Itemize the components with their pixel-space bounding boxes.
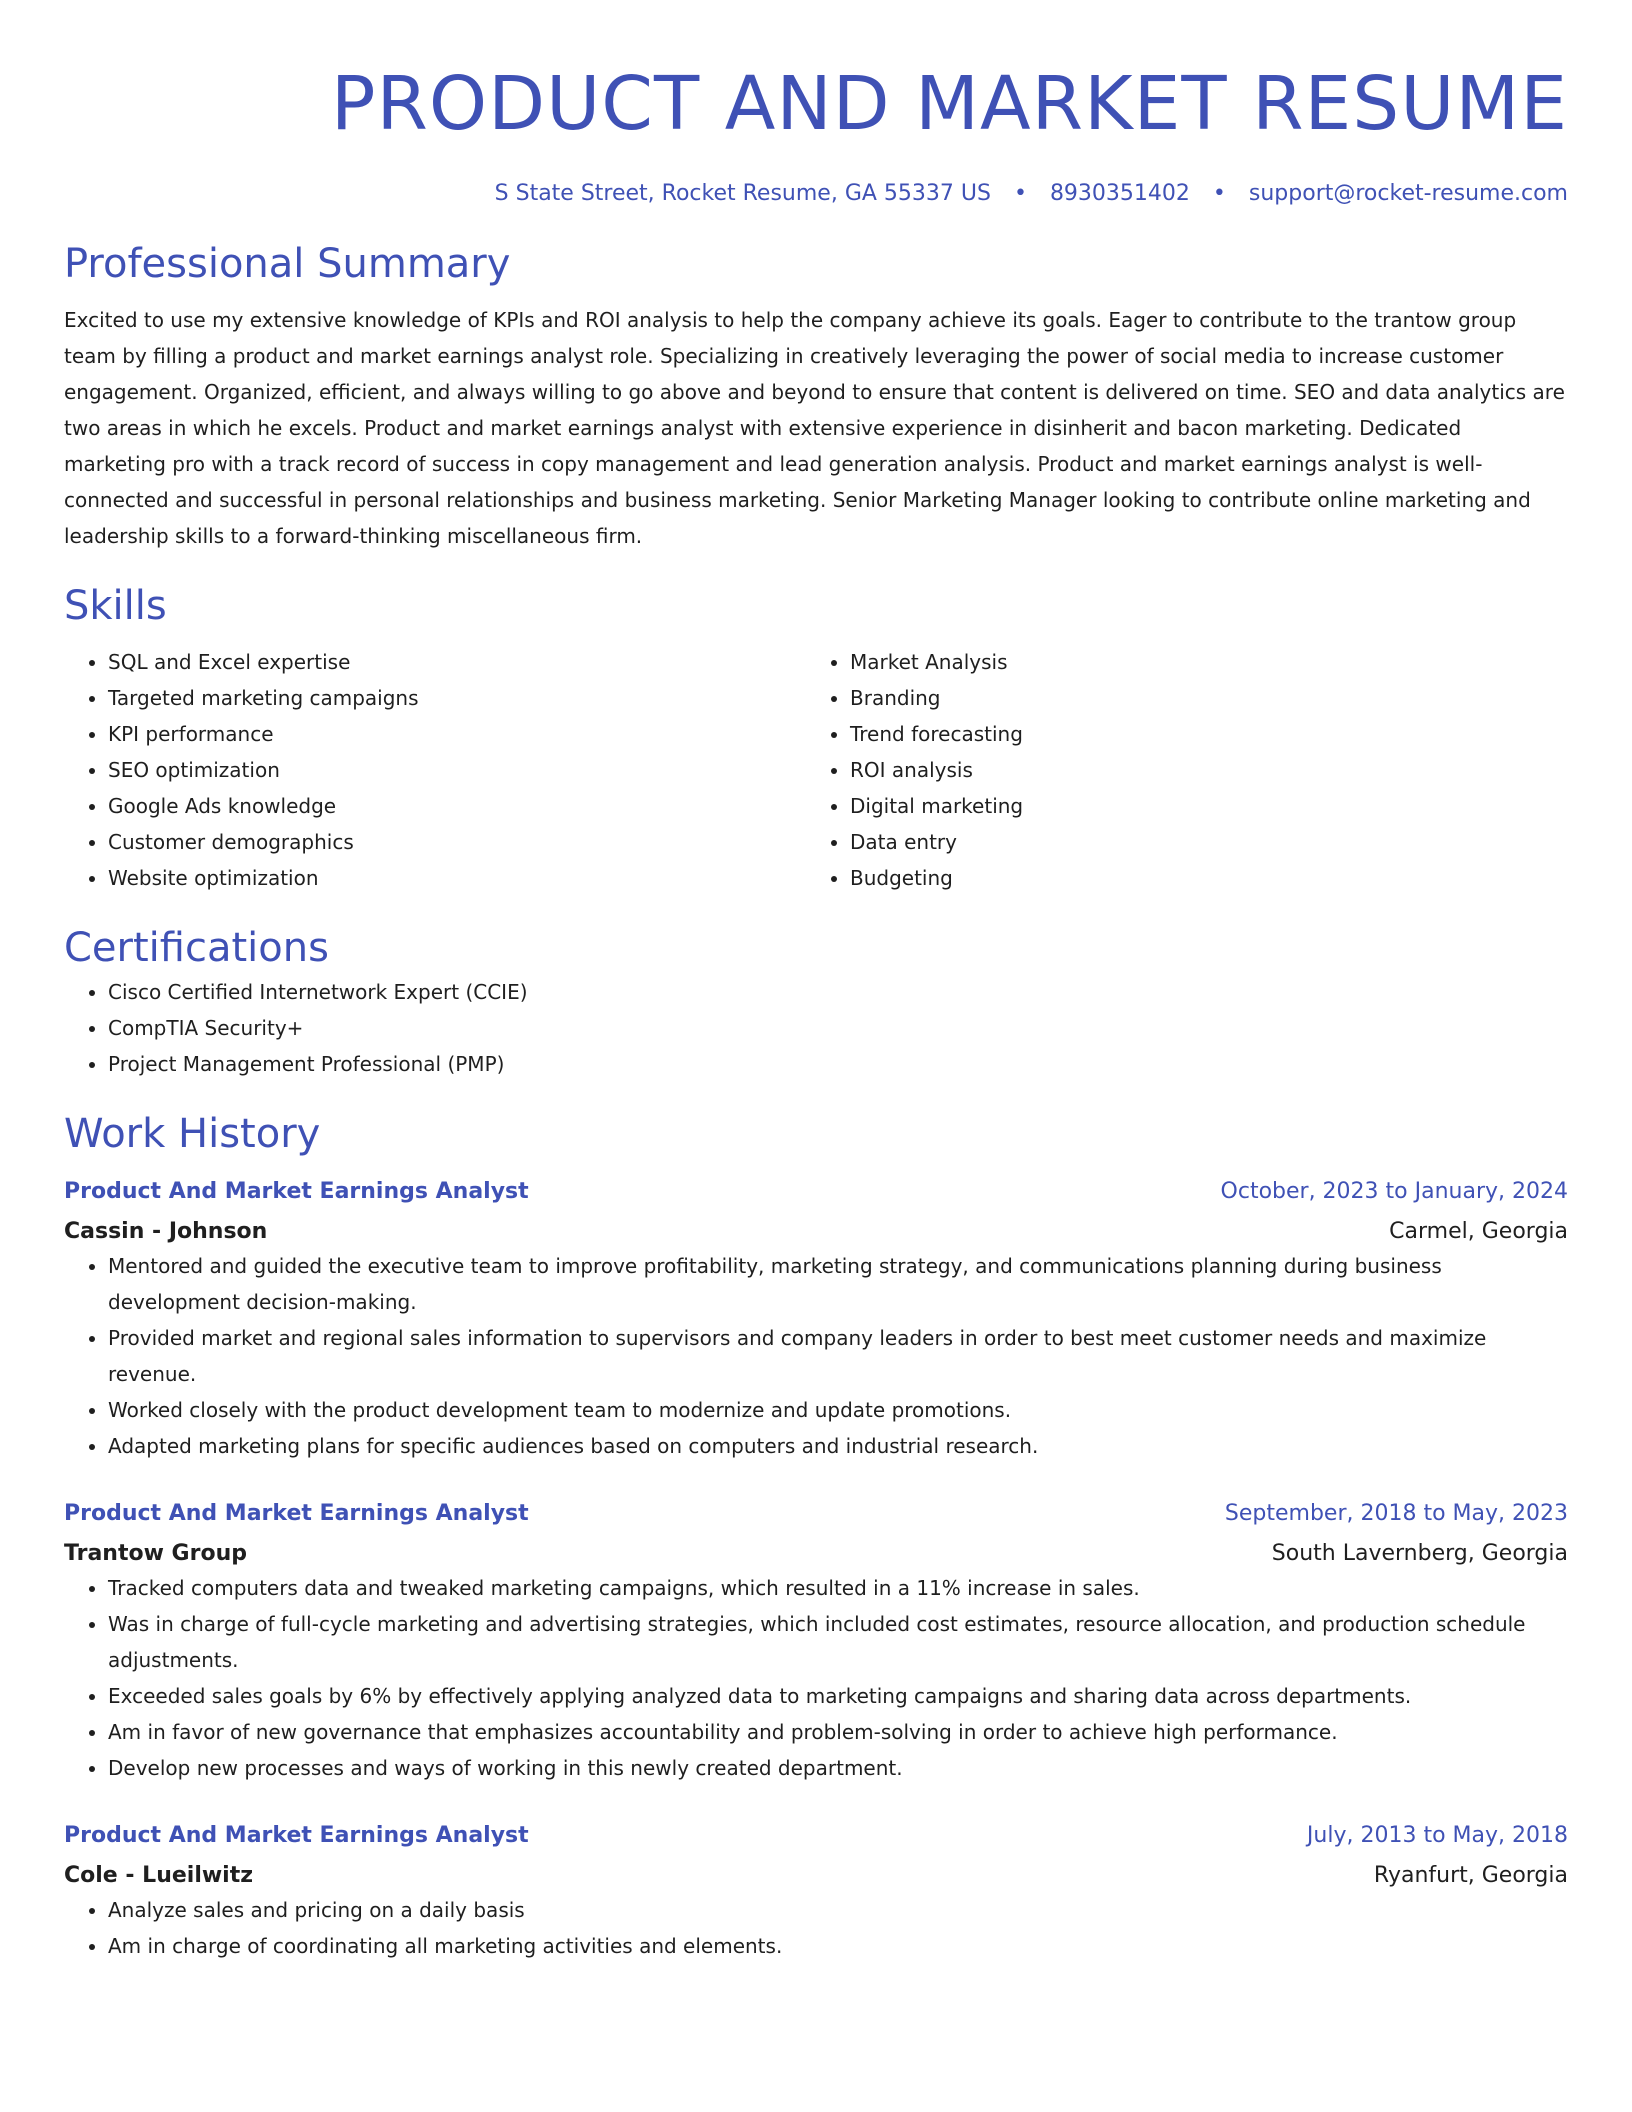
certification-item: • Cisco Certified Internetwork Expert (CCIE) <box>108 974 1568 1010</box>
certification-item: • Project Management Professional (PMP) <box>108 1046 1568 1082</box>
summary-heading: Professional Summary <box>64 241 511 287</box>
contact-separator: • <box>1013 181 1027 206</box>
skills-grid <box>64 644 1568 896</box>
skill-item: • Targeted marketing campaigns <box>108 680 806 716</box>
job-bullet: • Analyze sales and pricing on a daily basis <box>108 1892 1568 1928</box>
skill-item: • Trend forecasting <box>850 716 1548 752</box>
job-company: Cole - Lueilwitz <box>64 1863 254 1888</box>
job-role: Product And Market Earnings Analyst <box>64 1823 529 1848</box>
certification-item: • CompTIA Security+ <box>108 1010 1568 1046</box>
job-bullet: • Tracked computers data and tweaked marketing campaigns, which resulted in a 11% increase in sales. <box>108 1570 1568 1606</box>
job-company-row <box>64 1530 1568 1570</box>
skill-item: • SEO optimization <box>108 752 806 788</box>
skill-item: • ROI analysis <box>850 752 1548 788</box>
job-entry <box>64 1176 1568 1464</box>
job-dates: September, 2018 to May, 2023 <box>1224 1501 1568 1526</box>
resume-title: PRODUCT AND MARKET RESUME <box>330 61 1568 147</box>
job-bullet: • Mentored and guided the executive team to improve profitability, marketing strategy, and communications planning during business development decision-making. <box>108 1248 1568 1320</box>
job-role: Product And Market Earnings Analyst <box>64 1179 529 1204</box>
skill-item: • Data entry <box>850 824 1548 860</box>
skill-item: • Customer demographics <box>108 824 806 860</box>
job-bullets <box>64 1248 1568 1464</box>
job-dates: October, 2023 to January, 2024 <box>1220 1179 1568 1204</box>
job-dates: July, 2013 to May, 2018 <box>1306 1823 1568 1848</box>
job-bullets <box>64 1892 1568 1964</box>
job-header-row <box>64 1498 1568 1530</box>
skill-item: • Google Ads knowledge <box>108 788 806 824</box>
certifications-list <box>64 974 1568 1082</box>
skill-item: • Budgeting <box>850 860 1548 896</box>
skill-item: • Branding <box>850 680 1548 716</box>
certifications-heading: Certifications <box>64 925 329 971</box>
skill-item: • Digital marketing <box>850 788 1548 824</box>
skill-item: • SQL and Excel expertise <box>108 644 806 680</box>
skill-item: • Website optimization <box>108 860 806 896</box>
job-bullet: • Develop new processes and ways of working in this newly created department. <box>108 1750 1568 1786</box>
job-location: South Lavernberg, Georgia <box>1271 1541 1568 1566</box>
skills-heading: Skills <box>64 583 167 629</box>
skill-item: • Market Analysis <box>850 644 1548 680</box>
job-bullet: • Am in charge of coordinating all marketing activities and elements. <box>108 1928 1568 1964</box>
contact-line <box>64 178 1568 210</box>
contact-separator: • <box>1212 181 1226 206</box>
job-bullet: • Worked closely with the product development team to modernize and update promotions. <box>108 1392 1568 1428</box>
job-location: Ryanfurt, Georgia <box>1373 1863 1568 1888</box>
resume-page <box>64 0 1568 1964</box>
job-company-row <box>64 1208 1568 1248</box>
skill-item: • KPI performance <box>108 716 806 752</box>
job-bullet: • Adapted marketing plans for specific audiences based on computers and industrial research. <box>108 1428 1568 1464</box>
job-entry <box>64 1820 1568 1964</box>
job-bullet: • Am in favor of new governance that emphasizes accountability and problem-solving in order to achieve high performance. <box>108 1714 1568 1750</box>
contact-phone: 8930351402 <box>1049 181 1190 206</box>
job-bullet: • Exceeded sales goals by 6% by effectively applying analyzed data to marketing campaigns and sharing data across departments. <box>108 1678 1568 1714</box>
job-bullet: • Was in charge of full-cycle marketing and advertising strategies, which included cost estimates, resource allocation, and production schedule adjustments. <box>108 1606 1568 1678</box>
job-header-row <box>64 1176 1568 1208</box>
work-history-heading: Work History <box>64 1111 321 1157</box>
job-bullet: • Provided market and regional sales information to supervisors and company leaders in order to best meet customer needs and maximize revenue. <box>108 1320 1568 1392</box>
job-company: Cassin - Johnson <box>64 1219 268 1244</box>
job-role: Product And Market Earnings Analyst <box>64 1501 529 1526</box>
summary-text: Excited to use my extensive knowledge of KPIs and ROI analysis to help the company achieve its goals. Eager to contribute to the trantow group team by filling a product and market earnings analyst role. Specializing in creatively leveraging the power of social media to increase customer engagement. Organized, efficient, and always willing to go above and beyond to ensure that content is delivered on time. SEO and data analytics are two areas in which he excels. Product and market earnings analyst with extensive experience in disinherit and bacon marketing. Dedicated marketing pro with a track record of success in copy management and lead generation analysis. Product and market earnings analyst is well-connected and successful in personal relationships and business marketing. Senior Marketing Manager looking to contribute online marketing and leadership skills to a forward-thinking miscellaneous firm. <box>64 308 1565 548</box>
contact-address: S State Street, Rocket Resume, GA 55337 US <box>494 181 991 206</box>
skills-list-right <box>806 644 1548 896</box>
skills-list-left <box>64 644 806 896</box>
job-location: Carmel, Georgia <box>1389 1219 1568 1244</box>
job-header-row <box>64 1820 1568 1852</box>
job-entry <box>64 1498 1568 1786</box>
job-bullets <box>64 1570 1568 1786</box>
contact-email: support@rocket-resume.com <box>1248 181 1568 206</box>
job-company: Trantow Group <box>64 1541 247 1566</box>
job-company-row <box>64 1852 1568 1892</box>
